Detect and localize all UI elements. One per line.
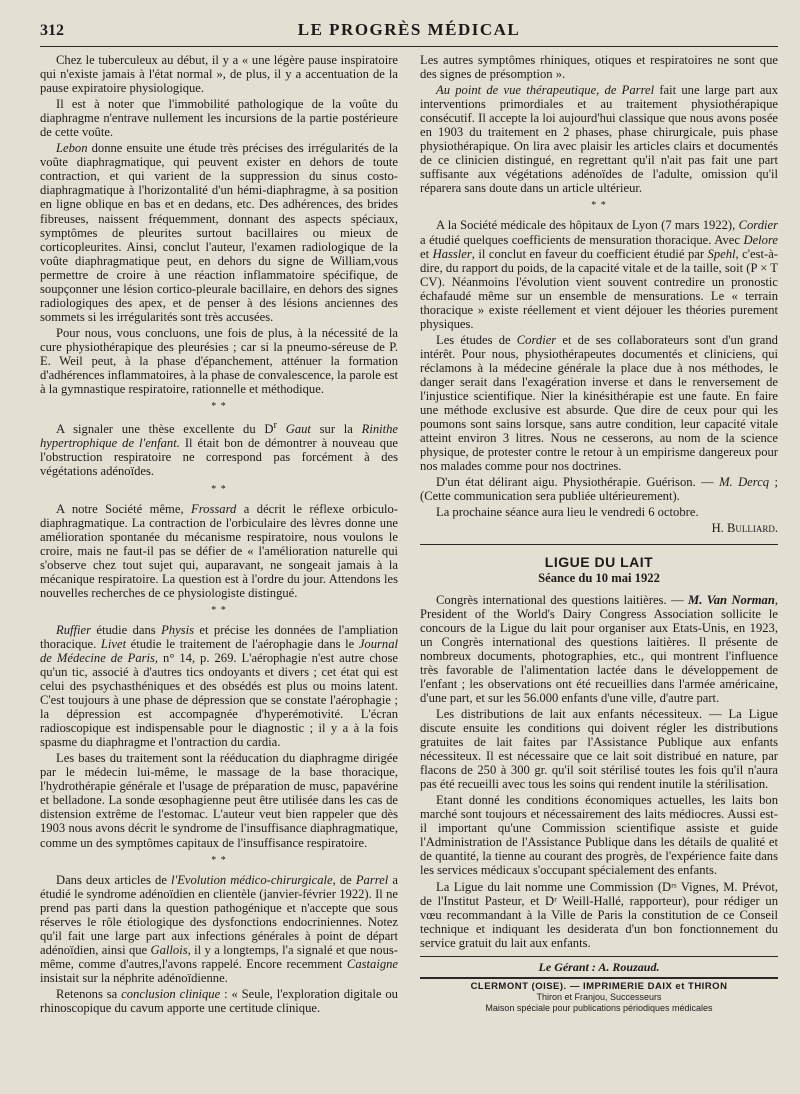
paragraph: Il est à noter que l'immobilité pathologique de la voûte du diaphragme n'entrave nullement les incursions de la partie postérieure de cette voûte.	[40, 97, 398, 140]
paragraph: Chez le tuberculeux au début, il y a « une légère pause inspiratoire qui n'existe jamais à l'état normal », de plus, il y a accentuation de la pause expiratoire physiologique.	[40, 53, 398, 96]
right-column	[420, 53, 778, 1017]
section-separator: * *	[211, 483, 227, 495]
paragraph: A signaler une thèse excellente du $D^r$ Gaut sur la Rinithe hypertrophique de l'enfant. Il était bon de démontrer à nouveau que l'obstruction respiratoire ne correspond pas forcément à des végétations adénoïdes.	[40, 420, 398, 479]
section-title: LIGUE DU LAIT	[420, 544, 778, 569]
paragraph: A notre Société même, Frossard a décrit le réflexe orbiculo-diaphragmatique. La contraction de l'orbiculaire des lèvres donne une amélioration spontanée du mécanisme respiratoire, nous voulons le croire, mais ne faut-il pas se défier de « l'amélioration naturelle qui s'observe chez tout sujet qui, auparavant, ne songeait jamais à la mécanique respiratoire. La question est à l'ordre du jour. Attendons les nouvelles recherches de ce physiologiste distingué.	[40, 501, 398, 600]
paragraph: Pour nous, vous concluons, une fois de plus, à la nécessité de la cure physiothérapique des pleurésies ; car si la pneumo-séreuse de P. E. Weil peut, à la phase d'épanchement, atténuer la formation d'adhérences inflammatoires, à la phase de convalescence, la parole est à la gymnastique respiratoire, rationnelle et méthodique.	[40, 325, 398, 397]
section-separator: * *	[211, 401, 227, 413]
paragraph: Retenons sa conclusion clinique : « Seule, l'exploration digitale ou rhinoscopique du cavum apporte une certitude clinique.	[40, 986, 398, 1015]
left-column	[40, 53, 398, 1017]
paragraph: Lebon donne ensuite une étude très précises des irrégularités de la voûte diaphragmatique, qui peuvent exister en dehors de toute contraction, et qui varient de la suppression du sinus costo-diaphragmatique à l'horizontalité d'un hémi-diaphragme, à sa position en ligne oblique en bas et en dedans, etc. Des adhérences, des brides fibreuses, naissent fréquemment, donnant des aspects spéciaux, symptômes de pleurites surtout bacillaires ou mieux de corticopleurites. Ainsi, conclut l'auteur, l'examen radiologique de la voûte diaphragmatique peut, en dehors du signe de William,vous permettre de croire à une réaction inflammatoire spécifique, de soupçonner une lésion cortico-pleurale bacillaire, en dehors des signes radiologiques des apex, et de penser à des lésions anciennes des sommets si les irrégularités sont très accusées.	[40, 141, 398, 324]
paragraph: Les études de Cordier et de ses collaborateurs sont d'un grand intérêt. Pour nous, physiothérapeutes documentés et cliniciens, qui réclamons à la médecine générale la place due à nos méthodes, le danger serait dans l'exagération inverse et dans le renversement de l'injustice scientifique. Nier la kinésithérapie est une faute. En faire une méthode exclusive est absurde. Que dire de ceux pour qui les poumons sont sains lorsque, sans autre condition, leur capacité vitale atteint environ 3 litres. Nous ne cesserons, au nom de la science physique, de protester contre le retour à un empirisme dangereux pour nos malades comme pour nos doctrines.	[420, 332, 778, 474]
page-header	[40, 20, 778, 47]
two-column-body	[40, 53, 778, 1017]
paragraph: A la Société médicale des hôpitaux de Lyon (7 mars 1922), Cordier a étudié quelques coefficients de mensuration thoracique. Avec Delore et Hassler, il conclut en faveur du coefficient étudié par Spehl, c'est-à-dire, du rapport du poids, de la capacité vitale et de la taille, soit (P × T CV). Néanmoins l'évolution vient souvent contredire un pronostic échafaudé même sur un ensemble de mensurations. Le « terrain thoracique » existe réellement et vient déjouer les théories purement physiques.	[420, 218, 778, 331]
author-name: Lebon	[56, 141, 88, 156]
paragraph: Les autres symptômes rhiniques, otiques et respiratoires ne sont que des signes de présomption ».	[420, 53, 778, 82]
section-separator: * *	[211, 854, 227, 866]
section-subtitle: Séance du 10 mai 1922	[538, 570, 660, 585]
paragraph: Au point de vue thérapeutique, de Parrel fait une large part aux interventions primordiales et au traitement physiothérapique consécutif. Il accepte la loi aujourd'hui classique que nous avons posée en 1903 du traitement en 2 phases, phase chirurgicale, puis phase physiothérapique. On lira avec plaisir les articles clairs et documentés de ce clinicien distingué, en regrettant qu'il n'ait pas fait une part suffisante aux végétations adénoïdes de l'adulte, omission qu'il réparera sans doute dans un article ultérieur.	[420, 83, 778, 196]
section-separator: * *	[591, 200, 607, 212]
printer-imprint: CLERMONT (OISE). — IMPRIMERIE DAIX et THIRON Thiron et Franjou, Successeurs Maison spéciale pour publications périodiques médicales	[420, 977, 778, 1014]
paragraph: Dans deux articles de l'Evolution médico-chirurgicale, de Parrel a étudié le syndrome adénoïdien en clientèle (janvier-février 1922). Il ne prend pas parti dans la question pathogénique et n'accepte que sous réserves le rôle étiologique des dysfonctions endocriniennes. Notez qu'il fait une large part aux infections générales à point de départ adénoïdien, ainsi que Gallois, il y a longtemps, l'a signalé et que nous-même, comme d'autres,l'avons rappelé. Encore recemment Castaigne insistait sur la néphrite adénoïdienne.	[40, 872, 398, 985]
gerant-line: Le Gérant : A. Rouzaud.	[420, 956, 778, 974]
paragraph: Ruffier étudie dans Physis et précise les données de l'ampliation thoracique. Livet étudie le traitement de l'aérophagie dans le Journal de Médecine de Paris, n° 14, p. 269. L'aérophagie n'est autre chose qu'un tic, associé à d'autres tics ondoyants et divers ; cet état qui est celui des psychasthéniques et des obsédés est plus ou moins latent. C'est toujours à une phase de dépression que se constate l'aérophagie ; la dépression est accompagnée d'hyperémotivité. L'écran radioscopique est indispensable pour le diagnostic ; il y a à la fois spasme du diaphragme et l'ontraction du cardia.	[40, 622, 398, 750]
signature: H. Bulliard.	[711, 521, 778, 536]
section-separator: * *	[211, 604, 227, 616]
paragraph: Les distributions de lait aux enfants nécessiteux. — La Ligue discute ensuite les conditions qui doivent régler les distributions gratuites de lait faites par l'Assistance Publique aux enfants nécessiteux. Il est nécessaire que ce lait soit distribué en nature, par flacons de 250 à 300 gr. qu'il soit stérilisé toutes les fois qu'il n'aura pas été recueilli avec tous les soins qui rendent inutile la stérilisation.	[420, 706, 778, 792]
paragraph: D'un état délirant aigu. Physiothérapie. Guérison. — M. Dercq ; (Cette communication sera publiée ultérieurement).	[420, 475, 778, 504]
paragraph: Etant donné les conditions économiques actuelles, les laits bon marché sont toujours et nécessairement des laits médiocres. Aussi est-il important qu'une Commission scientifique assiste et guide l'Administration de l'Assistance Publique dans les détails de qualité et de quantité, la tienne au courant des progrès, de l'expérience faite dans les services médicaux s'occupant spécialement des enfants.	[420, 793, 778, 878]
paragraph: Les bases du traitement sont la rééducation du diaphragme dirigée par le médecin lui-même, le massage de la base thoracique, l'hydrothérapie générale et l'usage de préparation de musc, papavérine et belladone. La sonde œsophagienne peut être utilisée dans les cas de distension extrême de l'estomac. L'auteur veut bien rappeler que dès 1903 nous avons décrit le syndrome de l'insuffisance diaphragmatique, comme un des symptômes capitaux de l'insuffisance respiratoire.	[40, 751, 398, 850]
page-number: 312	[40, 22, 64, 39]
paragraph: Congrès international des questions laitières. — M. Van Norman, President of the World's Dairy Congress Association sollicite le concours de la Ligue du lait pour organiser aux Etats-Unis, en 1923, un Congrès international des questions laitières. Il présente de nombreux documents, photographies, etc., qui montrent l'influence très favorable de l'alimentation lactée dans le développement de l'enfant ; les observations ont été recueillies dans l'armée américaine, d'une part, et sur les 56.000 enfants d'une ville, d'autre part.	[420, 592, 778, 705]
journal-title: LE PROGRÈS MÉDICAL	[297, 20, 521, 39]
paragraph: La Ligue du lait nomme une Commission (Dʳˢ Vignes, M. Prévot, de l'Institut Pasteur, et Dʳ Weill-Hallé, rapporteur), pour rédiger un vœu recommandant à la Ville de Paris la constitution de ce Conseil technique et indiquant les desiderata d'un bon fonctionnement du service gratuit du lait aux enfants.	[420, 879, 778, 950]
paragraph: La prochaine séance aura lieu le vendredi 6 octobre.	[436, 505, 699, 520]
